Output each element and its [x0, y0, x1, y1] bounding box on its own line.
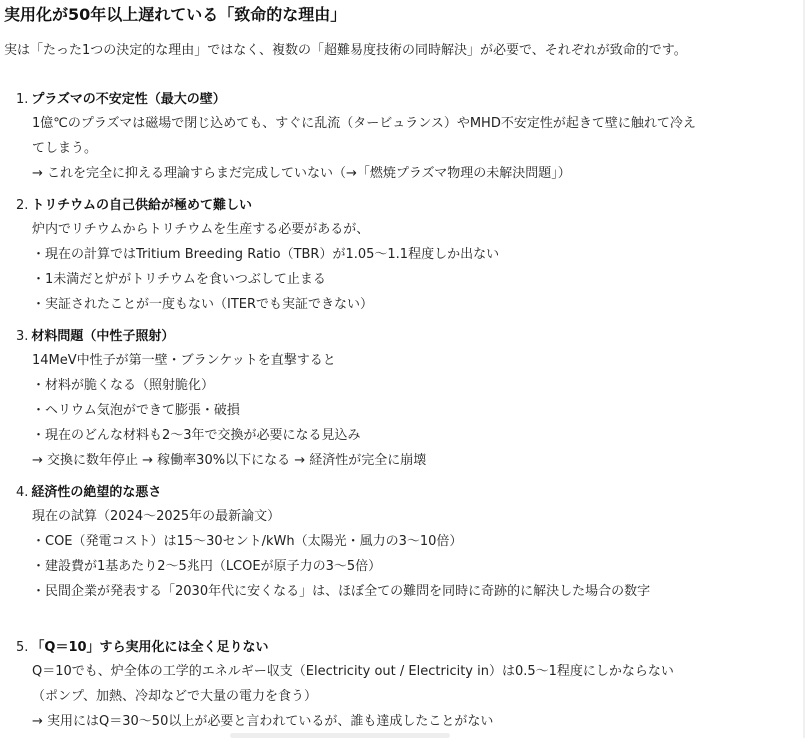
section-line: 現在の試算（2024～2025年の最新論文）: [32, 509, 281, 524]
section-line: ・COE（発電コスト）は15～30セント/kWh（太陽光・風力の3～10倍）: [32, 534, 463, 549]
section-number: 4.: [16, 485, 29, 500]
section-heading: [16, 482, 696, 504]
page-title: 実用化が50年以上遅れている「致命的な理由」: [4, 5, 347, 24]
section-line: ・実証されたことが一度もない（ITERでも実証できない）: [32, 297, 374, 312]
section-title: 「Q＝10」すら実用化には全く足りない: [31, 640, 269, 655]
section-3: [16, 326, 696, 473]
section-line: → 交換に数年停止 → 稼働率30%以下になる → 経済性が完全に崩壊: [32, 453, 427, 468]
section-line: Q＝10でも、炉全体の工学的エネルギー収支（Electricity out / Electricity in）は0.5～1程度にしかならない（ポンプ、加熱、冷却などで大量の電力を食う）: [32, 664, 674, 704]
section-1: [16, 89, 696, 186]
section-4: [16, 482, 696, 604]
section-number: 3.: [16, 329, 29, 344]
section-heading: [16, 637, 696, 659]
section-5: [16, 637, 696, 734]
section-title: 経済性の絶望的な悪さ: [31, 485, 162, 500]
section-line: ・ヘリウム気泡ができて膨張・破損: [32, 403, 240, 418]
section-line: ・民間企業が発表する「2030年代に安くなる」は、ほぼ全ての難問を同時に奇跡的に解決した場合の数字: [32, 584, 651, 599]
scroll-indicator: [230, 733, 450, 738]
section-title: プラズマの不安定性（最大の壁）: [31, 92, 226, 107]
section-title: 材料問題（中性子照射）: [31, 329, 175, 344]
section-line: ・現在の計算ではTritium Breeding Ratio（TBR）が1.05～1.1程度しか出ない: [32, 247, 500, 262]
section-line: → 実用にはQ＝30～50以上が必要と言われているが、誰も達成したことがない: [32, 714, 494, 729]
section-heading: [16, 326, 696, 348]
section-title: トリチウムの自己供給が極めて難しい: [31, 198, 253, 213]
section-number: 1.: [16, 92, 29, 107]
section-line: 1億℃のプラズマは磁場で閉じ込めても、すぐに乱流（タービュランス）やMHD不安定性が起きて壁に触れて冷えてしまう。: [32, 116, 696, 156]
section-line: 14MeV中性子が第一壁・ブランケットを直撃すると: [32, 353, 336, 368]
section-number: 5.: [16, 640, 29, 655]
section-2: [16, 195, 696, 317]
section-heading: [16, 89, 696, 111]
section-line: ・建設費が1基あたり2～5兆円（LCOEが原子力の3～5倍）: [32, 559, 382, 574]
section-number: 2.: [16, 198, 29, 213]
intro-paragraph: 実は「たった1つの決定的な理由」ではなく、複数の「超難易度技術の同時解決」が必要で、それぞれが致命的です。: [4, 43, 687, 58]
section-line: 炉内でリチウムからトリチウムを生産する必要があるが、: [32, 222, 370, 237]
section-heading: [16, 195, 696, 217]
section-line: ・材料が脆くなる（照射脆化）: [32, 378, 215, 393]
section-line: → これを完全に抑える理論すらまだ完成していない（→「燃焼プラズマ物理の未解決問題」）: [32, 166, 571, 181]
section-line: ・現在のどんな材料も2～3年で交換が必要になる見込み: [32, 428, 361, 443]
section-line: ・1未満だと炉がトリチウムを食いつぶして止まる: [32, 272, 326, 287]
